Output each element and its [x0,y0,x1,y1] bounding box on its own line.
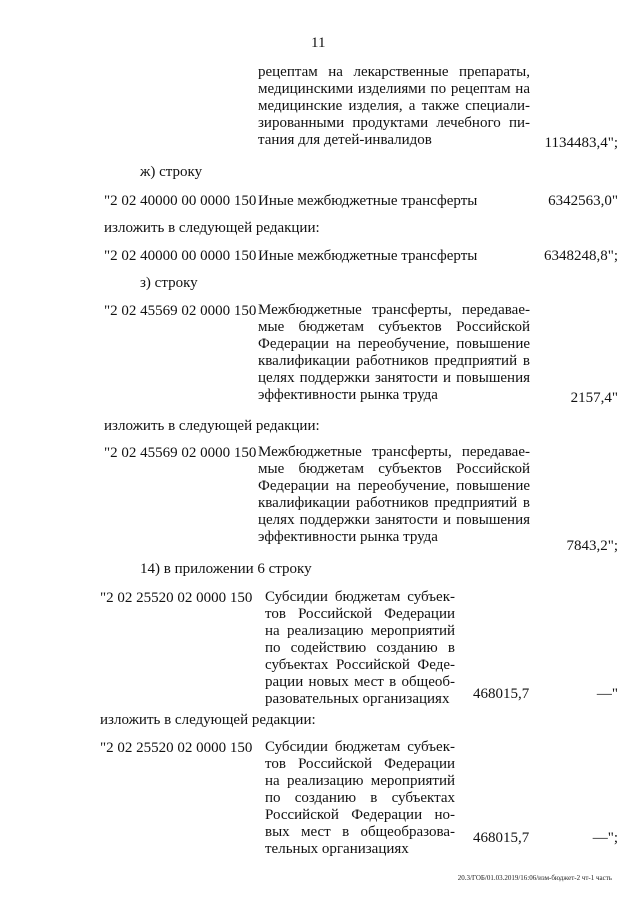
item-zh-new-value: 6348248,8"; [543,248,618,264]
item-14-new-value: 468015,7 [473,830,530,846]
item-14-new-code: "2 02 25520 02 0000 150 [100,740,253,756]
item-14-old-code: "2 02 25520 02 0000 150 [100,590,253,606]
desc-line: эффективности рынка труда [258,529,438,545]
desc-line: по созданию в субъектах [265,790,455,806]
page-number: 11 [311,35,326,51]
item-14-new-description [265,739,455,858]
item-14-replace-text: изложить в следующей редакции: [100,712,316,728]
item-z-old-code: "2 02 45569 02 0000 150 [104,303,257,319]
desc-line: рации новых мест в общеоб- [265,674,455,690]
desc-line: целях поддержки занятости и повышения [258,370,530,386]
desc-line: тов Российской Федерации [265,606,455,622]
desc-line: субъектах Российской Феде- [265,657,455,673]
desc-line: Межбюджетные трансферты, передавае- [258,444,530,460]
desc-line: Субсидии бюджетам субъек- [265,589,455,605]
item-z-new-value: 7843,2"; [566,538,618,554]
item-z-old-description [258,302,530,404]
item-zh-old-value: 6342563,0" [548,193,618,209]
item-14-old-description [265,589,455,708]
item-14-old-end: —" [596,686,618,702]
desc-line: Субсидии бюджетам субъек- [265,739,455,755]
desc-line: медицинскими изделиями по рецептам на [258,81,530,97]
desc-line: тов Российской Федерации [265,756,455,772]
item-z-old-value: 2157,4" [570,390,618,406]
item-z-label: з) строку [140,275,198,291]
desc-line: квалификации работников предприятий в [258,353,530,369]
item-z-new-description [258,444,530,546]
item-14-old-value: 468015,7 [473,686,530,702]
item-zh-old-code: "2 02 40000 00 0000 150 [104,193,257,209]
desc-line: Федерации на переобучение, повышение [258,478,530,494]
desc-line: Российской Федерации но- [265,807,455,823]
desc-line: мые бюджетам субъектов Российской [258,461,530,477]
desc-line: Межбюджетные трансферты, передавае- [258,302,530,318]
desc-line: вых мест в общеобразова- [265,824,455,840]
item-zh-label: ж) строку [140,164,203,180]
desc-line: целях поддержки занятости и повышения [258,512,530,528]
item-zh-new-name: Иные межбюджетные трансферты [258,248,478,264]
desc-line: зированными продуктами лечебного пи- [258,115,530,131]
item-zh-replace-text: изложить в следующей редакции: [104,220,320,236]
desc-line: по содействию созданию в [265,640,455,656]
desc-line: Федерации на переобучение, повышение [258,336,530,352]
desc-line: эффективности рынка труда [258,387,438,403]
continued-row-description [258,64,530,149]
desc-line: рецептам на лекарственные препараты, [258,64,530,80]
desc-line: разовательных организациях [265,691,450,707]
item-z-new-code: "2 02 45569 02 0000 150 [104,445,257,461]
desc-line: мые бюджетам субъектов Российской [258,319,530,335]
desc-line: тельных организациях [265,841,409,857]
desc-line: медицинские изделия, а также специали- [258,98,530,114]
continued-row-value: 1134483,4"; [544,135,618,151]
item-z-replace-text: изложить в следующей редакции: [104,418,320,434]
desc-line: на реализацию мероприятий [265,623,455,639]
desc-line: квалификации работников предприятий в [258,495,530,511]
item-zh-new-code: "2 02 40000 00 0000 150 [104,248,257,264]
item-14-new-end: —"; [592,830,618,846]
desc-line: тания для детей-инвалидов [258,132,432,148]
item-14-label: 14) в приложении 6 строку [140,561,312,577]
desc-line: на реализацию мероприятий [265,773,455,789]
item-zh-old-name: Иные межбюджетные трансферты [258,193,478,209]
document-footer: 20.3/ГОБ/01.03.2019/16:06/изм-бюджет-2 чт-1 часть [457,874,612,882]
